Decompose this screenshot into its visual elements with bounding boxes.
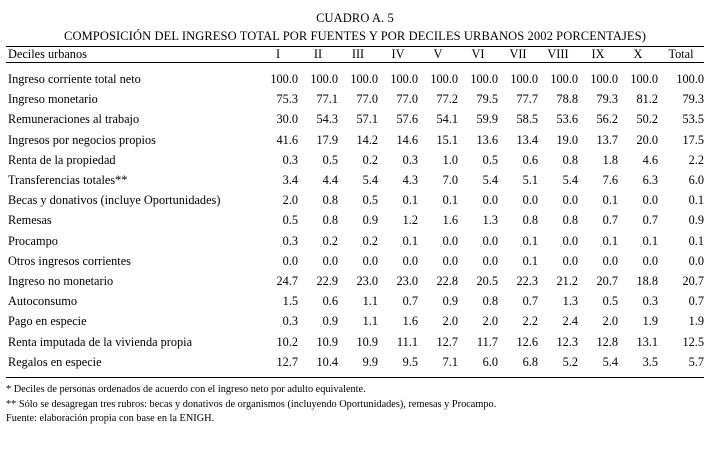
table-cell: 100.0 — [310, 72, 338, 87]
table-cell: 2.4 — [562, 314, 578, 329]
table-cell: 20.5 — [476, 273, 498, 288]
table-cell: 0.3 — [282, 314, 298, 329]
table-cell: 0.1 — [602, 233, 618, 248]
table-cell: 0.7 — [602, 213, 618, 228]
table-cell: 19.0 — [556, 132, 578, 147]
table-cell: 3.4 — [282, 173, 298, 188]
table-cell: 56.2 — [596, 112, 618, 127]
table-row — [6, 90, 704, 110]
table-cell: 77.0 — [396, 92, 418, 107]
table-cell: 4.6 — [642, 152, 658, 167]
table-cell: 1.5 — [282, 294, 298, 309]
table-cell: 53.5 — [682, 112, 704, 127]
table-cell: 77.2 — [436, 92, 458, 107]
table-cell: 0.1 — [522, 233, 538, 248]
table-cell: 75.3 — [276, 92, 298, 107]
table-cell: 78.8 — [556, 92, 578, 107]
table-cell: 0.6 — [322, 294, 338, 309]
data-table — [6, 46, 704, 379]
table-cell: 100.0 — [430, 72, 458, 87]
table-cell: 0.0 — [482, 193, 498, 208]
table-cell: 2.0 — [482, 314, 498, 329]
column-header-deciles: Deciles urbanos — [8, 46, 87, 61]
table-row — [6, 292, 704, 312]
table-cell: 10.2 — [276, 334, 298, 349]
table-cell: 2.0 — [282, 193, 298, 208]
table-cell: 0.1 — [642, 233, 658, 248]
table-cell: 6.3 — [642, 173, 658, 188]
table-cell: 5.4 — [362, 173, 378, 188]
table-cell: 0.8 — [322, 213, 338, 228]
table-cell: 77.1 — [316, 92, 338, 107]
table-cell: 0.0 — [362, 253, 378, 268]
column-header-iv: IV — [391, 46, 405, 61]
table-cell: 0.0 — [482, 233, 498, 248]
column-header-vii: VII — [509, 46, 527, 61]
table-cell: 81.2 — [636, 92, 658, 107]
table-cell: 0.1 — [688, 233, 704, 248]
table-cell: 13.1 — [636, 334, 658, 349]
table-cell: 22.3 — [516, 273, 538, 288]
column-header-iii: III — [351, 46, 365, 61]
table-cell: 22.8 — [436, 273, 458, 288]
table-cell: 0.5 — [482, 152, 498, 167]
table-cell: 6.8 — [522, 354, 538, 369]
table-row — [6, 271, 704, 291]
row-label: Transferencias totales** — [8, 173, 128, 188]
table-cell: 1.3 — [562, 294, 578, 309]
row-label: Autoconsumo — [8, 294, 77, 309]
table-cell: 1.3 — [482, 213, 498, 228]
table-cell: 17.5 — [682, 132, 704, 147]
table-cell: 100.0 — [350, 72, 378, 87]
table-cell: 0.9 — [322, 314, 338, 329]
table-cell: 0.7 — [402, 294, 418, 309]
table-cell: 58.5 — [516, 112, 538, 127]
table-cell: 77.7 — [516, 92, 538, 107]
table-cell: 54.1 — [436, 112, 458, 127]
row-label: Renta de la propiedad — [8, 152, 116, 167]
table-cell: 2.0 — [442, 314, 458, 329]
table-cell: 15.1 — [436, 132, 458, 147]
table-cell: 2.2 — [522, 314, 538, 329]
table-cell: 3.5 — [642, 354, 658, 369]
table-cell: 54.3 — [316, 112, 338, 127]
table-cell: 0.5 — [322, 152, 338, 167]
table-cell: 0.8 — [482, 294, 498, 309]
table-cell: 79.3 — [596, 92, 618, 107]
table-cell: 1.0 — [442, 152, 458, 167]
table-cell: 20.7 — [682, 273, 704, 288]
row-label: Becas y donativos (incluye Oportunidades) — [8, 193, 221, 208]
table-cell: 100.0 — [270, 72, 298, 87]
table-cell: 13.4 — [516, 132, 538, 147]
table-cell: 53.6 — [556, 112, 578, 127]
table-cell: 0.2 — [362, 152, 378, 167]
table-cell: 11.1 — [396, 334, 418, 349]
table-cell: 7.1 — [442, 354, 458, 369]
table-cell: 12.5 — [682, 334, 704, 349]
table-cell: 0.7 — [642, 213, 658, 228]
column-header-i: I — [275, 46, 281, 61]
table-cell: 0.9 — [362, 213, 378, 228]
table-cell: 1.9 — [642, 314, 658, 329]
table-cell: 100.0 — [550, 72, 578, 87]
table-cell: 0.1 — [402, 233, 418, 248]
table-header-row — [6, 47, 704, 63]
table-cell: 22.9 — [316, 273, 338, 288]
table-cell: 5.1 — [522, 173, 538, 188]
table-cell: 12.7 — [276, 354, 298, 369]
footnote-2: ** Sólo se desagregan tres rubros: becas y donativos de organismos (incluyendo Oportunidades), remesas y Procampo. — [6, 398, 497, 410]
table-row — [6, 231, 704, 251]
table-cell: 9.5 — [402, 354, 418, 369]
table-row — [6, 332, 704, 352]
table-cell: 57.6 — [396, 112, 418, 127]
table-row — [6, 312, 704, 332]
table-cell: 12.6 — [516, 334, 538, 349]
table-cell: 12.8 — [596, 334, 618, 349]
table-cell: 79.5 — [476, 92, 498, 107]
row-label: Otros ingresos corrientes — [8, 253, 131, 268]
table-cell: 0.5 — [282, 213, 298, 228]
table-cell: 1.9 — [688, 314, 704, 329]
table-title-line-2: COMPOSICIÓN DEL INGRESO TOTAL POR FUENTES Y POR DECILES URBANOS 2002 PORCENTAJES) — [64, 28, 646, 43]
table-cell: 0.0 — [522, 193, 538, 208]
table-cell: 1.6 — [402, 314, 418, 329]
table-cell: 0.0 — [482, 253, 498, 268]
table-cell: 0.1 — [442, 193, 458, 208]
table-cell: 24.7 — [276, 273, 298, 288]
table-cell: 0.8 — [522, 213, 538, 228]
table-cell: 14.6 — [396, 132, 418, 147]
table-cell: 7.6 — [602, 173, 618, 188]
table-cell: 4.3 — [402, 173, 418, 188]
table-cell: 30.0 — [276, 112, 298, 127]
table-cell: 0.9 — [688, 213, 704, 228]
row-label: Ingresos por negocios propios — [8, 132, 156, 147]
table-cell: 20.7 — [596, 273, 618, 288]
table-cell: 13.6 — [476, 132, 498, 147]
table-cell: 7.0 — [442, 173, 458, 188]
table-cell: 100.0 — [676, 72, 704, 87]
table-cell: 11.7 — [476, 334, 498, 349]
table-cell: 23.0 — [396, 273, 418, 288]
table-cell: 14.2 — [356, 132, 378, 147]
table-row — [6, 110, 704, 130]
table-cell: 1.6 — [442, 213, 458, 228]
column-header-v: V — [433, 46, 443, 61]
table-cell: 100.0 — [470, 72, 498, 87]
table-cell: 12.3 — [556, 334, 578, 349]
table-cell: 57.1 — [356, 112, 378, 127]
column-header-x: X — [633, 46, 643, 61]
table-cell: 4.4 — [322, 173, 338, 188]
table-cell: 0.1 — [402, 193, 418, 208]
table-cell: 5.7 — [688, 354, 704, 369]
table-cell: 5.2 — [562, 354, 578, 369]
table-cell: 0.8 — [322, 193, 338, 208]
table-cell: 13.7 — [596, 132, 618, 147]
row-label: Renta imputada de la vivienda propia — [8, 334, 193, 349]
row-label: Procampo — [8, 233, 58, 248]
table-cell: 0.0 — [282, 253, 298, 268]
row-label: Remuneraciones al trabajo — [8, 112, 140, 127]
column-header-total: Total — [668, 46, 694, 61]
table-cell: 0.9 — [442, 294, 458, 309]
table-row — [6, 130, 704, 150]
table-cell: 6.0 — [688, 173, 704, 188]
table-cell: 10.9 — [316, 334, 338, 349]
footnote-1: * Deciles de personas ordenados de acuerdo con el ingreso neto por adulto equivalente. — [6, 384, 366, 396]
table-cell: 0.6 — [522, 152, 538, 167]
table-cell: 0.3 — [642, 294, 658, 309]
table-title-line-1: CUADRO A. 5 — [316, 11, 394, 25]
table-cell: 0.0 — [642, 253, 658, 268]
table-cell: 0.7 — [688, 294, 704, 309]
table-cell: 1.1 — [362, 294, 378, 309]
row-label: Ingreso corriente total neto — [8, 72, 141, 87]
table-cell: 0.0 — [402, 253, 418, 268]
table-cell: 0.0 — [442, 233, 458, 248]
table-cell: 100.0 — [510, 72, 538, 87]
table-cell: 100.0 — [590, 72, 618, 87]
table-cell: 5.4 — [482, 173, 498, 188]
row-label: Ingreso monetario — [8, 92, 98, 107]
table-cell: 100.0 — [390, 72, 418, 87]
table-cell: 10.9 — [356, 334, 378, 349]
table-row — [6, 191, 704, 211]
table-cell: 5.4 — [562, 173, 578, 188]
column-header-vi: VI — [471, 46, 485, 61]
table-rule — [6, 378, 704, 379]
table-cell: 41.6 — [276, 132, 298, 147]
table-cell: 0.2 — [362, 233, 378, 248]
table-cell: 21.2 — [556, 273, 578, 288]
table-cell: 59.9 — [476, 112, 498, 127]
table-cell: 0.0 — [562, 193, 578, 208]
table-row — [6, 352, 704, 372]
table-cell: 0.0 — [562, 253, 578, 268]
table-cell: 0.3 — [282, 152, 298, 167]
table-row — [6, 251, 704, 271]
table-cell: 0.3 — [402, 152, 418, 167]
column-header-ix: IX — [591, 46, 605, 61]
table-cell: 0.0 — [642, 193, 658, 208]
table-cell: 50.2 — [636, 112, 658, 127]
table-cell: 1.1 — [362, 314, 378, 329]
row-label: Remesas — [8, 213, 52, 228]
row-label: Ingreso no monetario — [8, 273, 114, 288]
table-cell: 2.0 — [602, 314, 618, 329]
table-cell: 9.9 — [362, 354, 378, 369]
table-cell: 0.5 — [362, 193, 378, 208]
table-cell: 77.0 — [356, 92, 378, 107]
table-spacer — [6, 63, 704, 70]
table-cell: 0.1 — [602, 193, 618, 208]
table-cell: 0.0 — [688, 253, 704, 268]
table-cell: 5.4 — [602, 354, 618, 369]
table-cell: 20.0 — [636, 132, 658, 147]
column-header-ii: II — [313, 46, 323, 61]
table-row — [6, 170, 704, 190]
table-cell: 100.0 — [630, 72, 658, 87]
row-label: Regalos en especie — [8, 354, 102, 369]
table-cell: 1.8 — [602, 152, 618, 167]
table-cell: 0.0 — [562, 233, 578, 248]
table-cell: 0.0 — [602, 253, 618, 268]
table-cell: 12.7 — [436, 334, 458, 349]
table-row — [6, 70, 704, 90]
footnote-source: Fuente: elaboración propia con base en la ENIGH. — [6, 412, 215, 424]
table-row — [6, 211, 704, 231]
table-cell: 0.0 — [442, 253, 458, 268]
table-cell: 0.8 — [562, 152, 578, 167]
table-cell: 0.1 — [522, 253, 538, 268]
table-title — [6, 10, 704, 46]
table-cell: 0.3 — [282, 233, 298, 248]
table-cell: 0.5 — [602, 294, 618, 309]
table-cell: 0.0 — [322, 253, 338, 268]
table-cell: 2.2 — [688, 152, 704, 167]
footnotes — [6, 383, 704, 426]
table-cell: 0.2 — [322, 233, 338, 248]
table-cell: 79.3 — [682, 92, 704, 107]
table-cell: 6.0 — [482, 354, 498, 369]
table-cell: 0.1 — [688, 193, 704, 208]
table-cell: 18.8 — [636, 273, 658, 288]
table-cell: 0.7 — [522, 294, 538, 309]
table-cell: 0.8 — [562, 213, 578, 228]
column-header-viii: VIII — [547, 46, 569, 61]
table-row — [6, 150, 704, 170]
row-label: Pago en especie — [8, 314, 87, 329]
table-cell: 10.4 — [316, 354, 338, 369]
table-cell: 23.0 — [356, 273, 378, 288]
table-cell: 1.2 — [402, 213, 418, 228]
table-cell: 17.9 — [316, 132, 338, 147]
